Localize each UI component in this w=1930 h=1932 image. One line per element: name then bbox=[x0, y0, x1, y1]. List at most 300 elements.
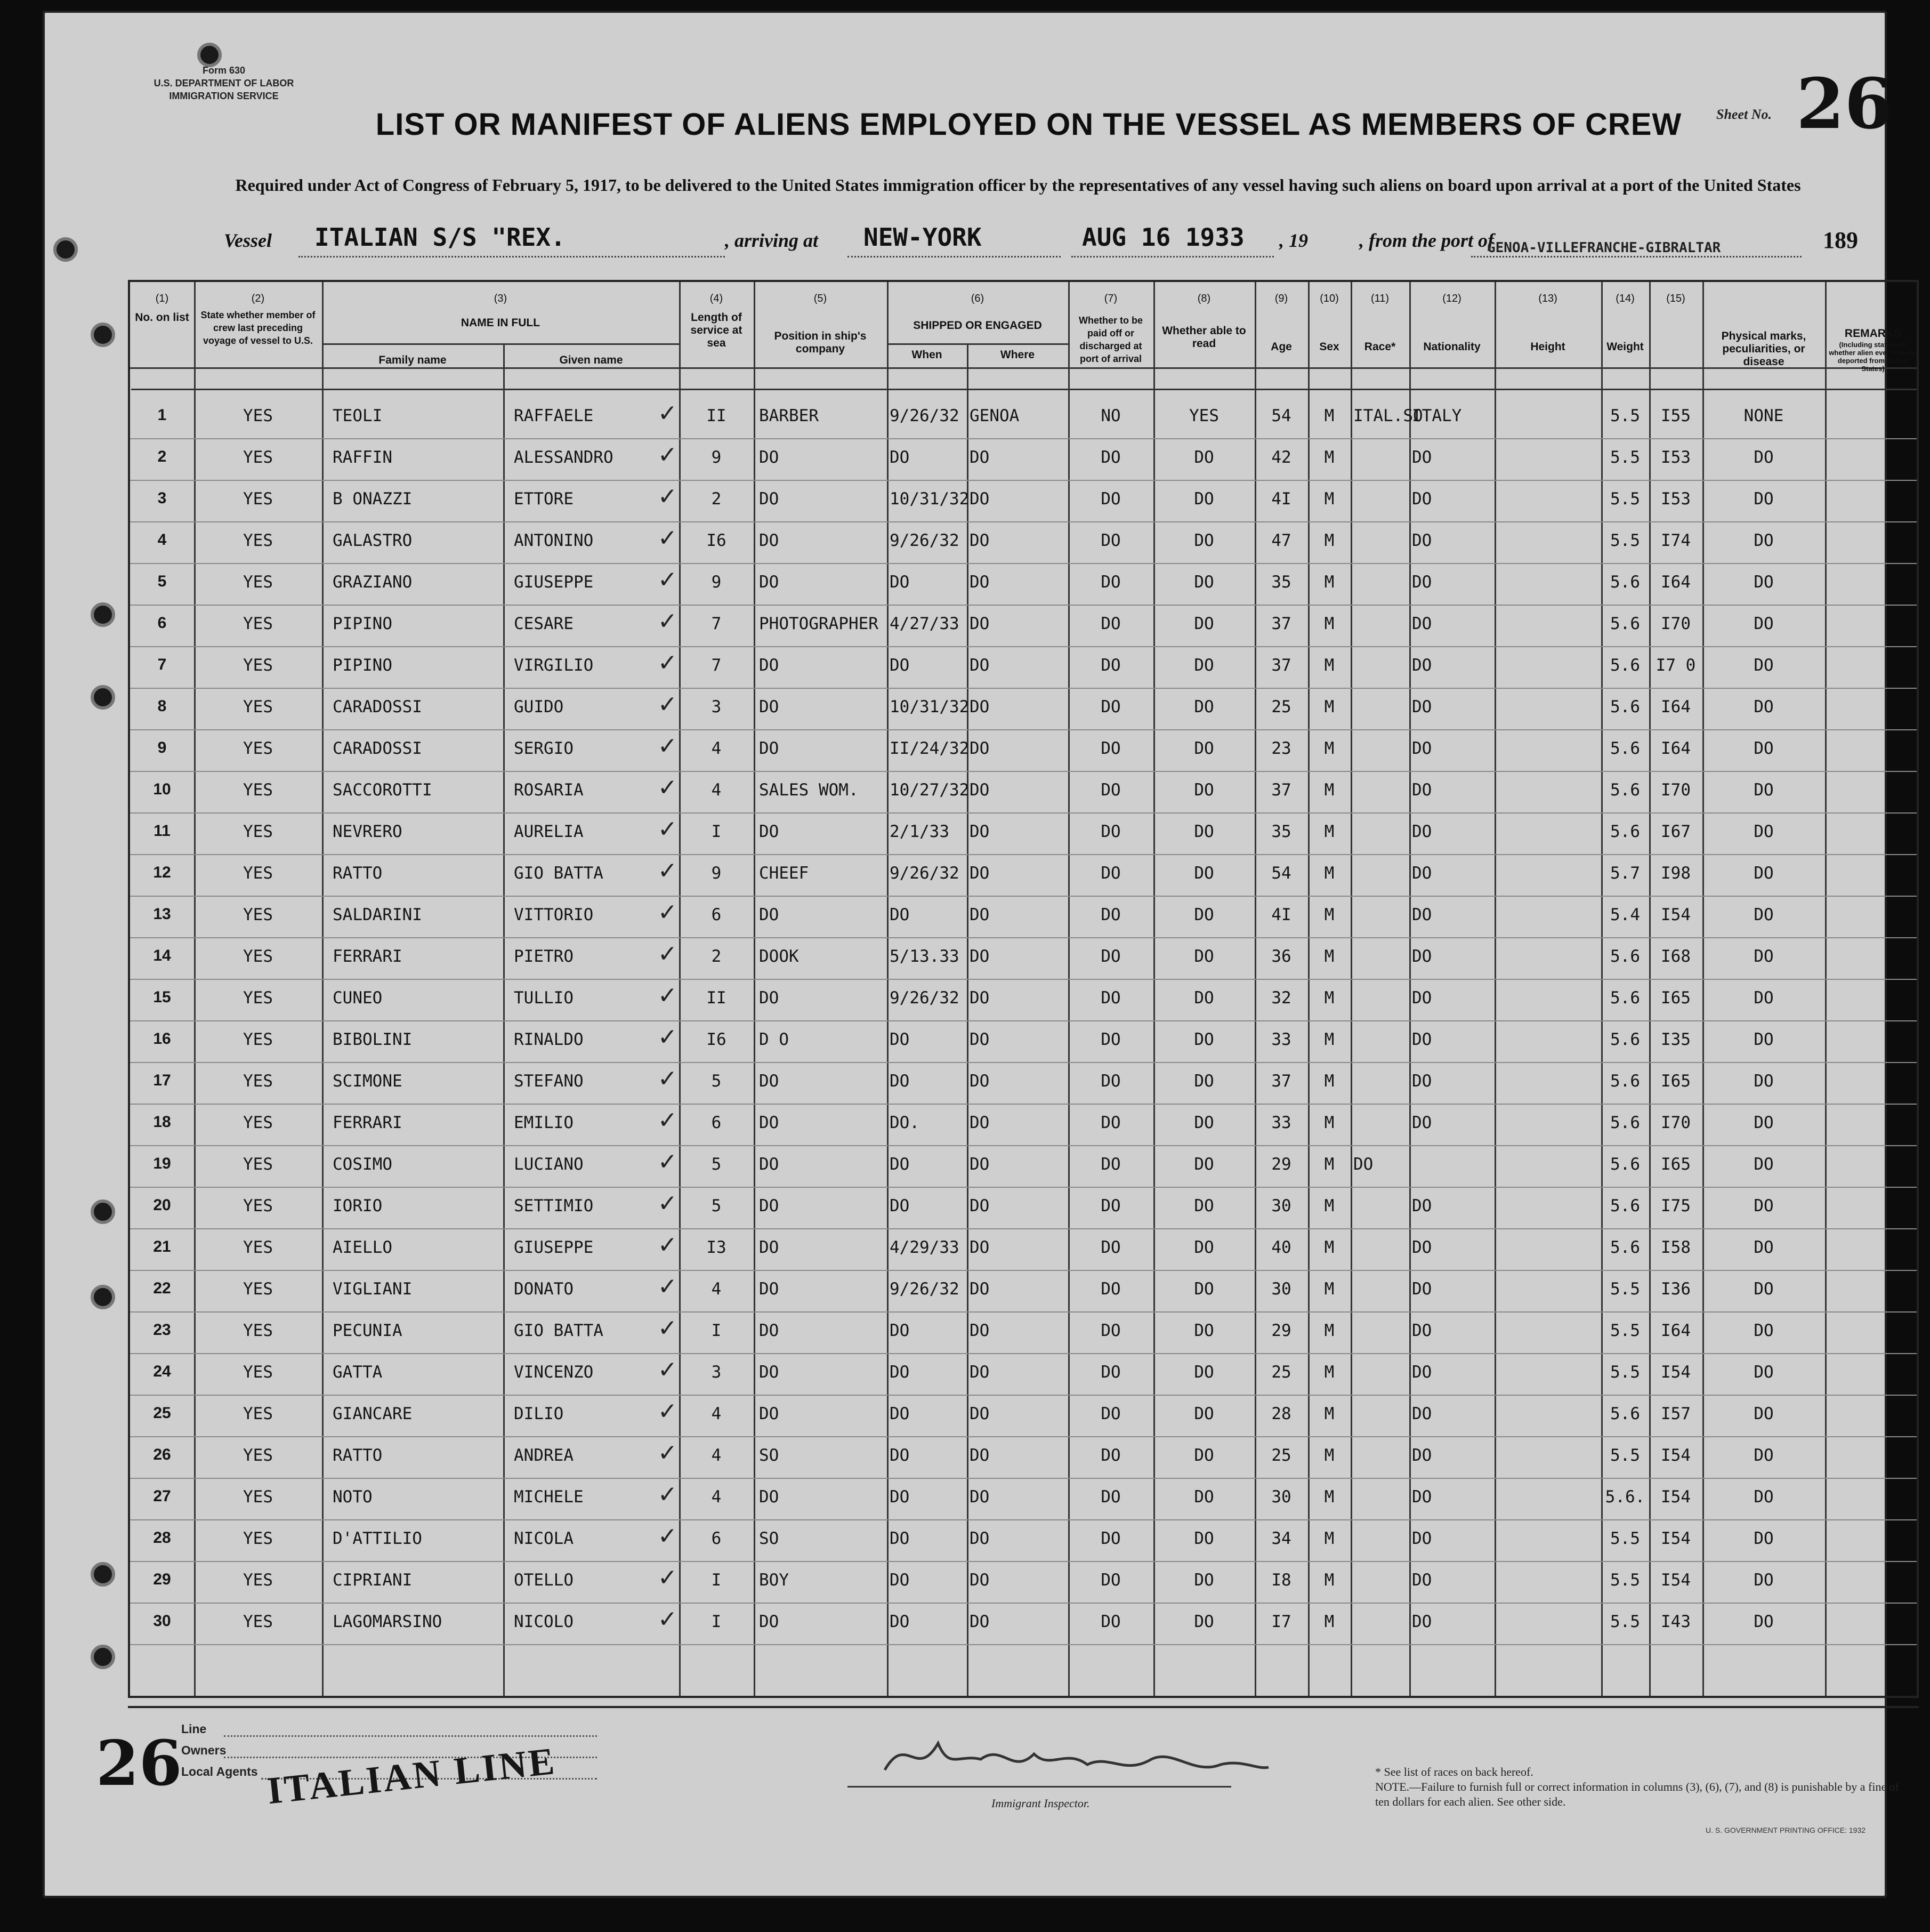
cell-read: DO bbox=[1194, 1155, 1214, 1174]
table-row bbox=[130, 729, 1917, 771]
cell-marks: DO bbox=[1754, 1113, 1774, 1132]
cell-age: 40 bbox=[1271, 1238, 1291, 1257]
cell-weight: I54 bbox=[1661, 1487, 1691, 1507]
cell-n: 12 bbox=[153, 864, 171, 881]
cell-nat: DO bbox=[1412, 1487, 1432, 1507]
cell-paid: DO bbox=[1101, 614, 1121, 633]
cell-where: DO bbox=[970, 780, 990, 800]
cell-nat: DO bbox=[1412, 739, 1432, 758]
cell-n: 15 bbox=[153, 988, 171, 1006]
cell-when: DO bbox=[890, 1446, 910, 1465]
cell-age: 54 bbox=[1271, 864, 1291, 883]
cell-service: 5 bbox=[711, 1155, 722, 1174]
cell-n: 25 bbox=[153, 1404, 171, 1422]
cell-family: BIBOLINI bbox=[333, 1030, 413, 1049]
table-row bbox=[130, 1187, 1917, 1228]
cell-marks: DO bbox=[1754, 1487, 1774, 1507]
cell-when: 2/1/33 bbox=[890, 822, 949, 841]
cell-height: 5.6 bbox=[1610, 822, 1640, 841]
cell-paid: DO bbox=[1101, 697, 1121, 717]
penalty-note: NOTE.—Failure to furnish full or correct information in columns (3), (6), (7), and (8) is punishable by a fine of ten dollars for each alien. See other side. bbox=[1375, 1780, 1900, 1808]
cell-given: LUCIANO bbox=[514, 1155, 584, 1174]
cell-position: DO bbox=[759, 531, 779, 550]
col-header-name: NAME IN FULL bbox=[461, 317, 540, 329]
cell-service: 6 bbox=[711, 905, 722, 924]
cell-weight: I75 bbox=[1661, 1196, 1691, 1215]
cell-where: DO bbox=[970, 947, 990, 966]
cell-height: 5.6 bbox=[1610, 656, 1640, 675]
cell-age: 25 bbox=[1271, 697, 1291, 717]
col-header-when: When bbox=[911, 349, 942, 361]
cell-where: DO bbox=[970, 1612, 990, 1631]
table-row bbox=[130, 1436, 1917, 1478]
cell-n: 24 bbox=[153, 1363, 171, 1380]
cell-age: 42 bbox=[1271, 448, 1291, 467]
vessel-line bbox=[139, 224, 1887, 267]
cell-family: GALASTRO bbox=[333, 531, 413, 550]
cell-prev: YES bbox=[243, 780, 273, 800]
race-note: * See list of races on back hereof. bbox=[1375, 1765, 1533, 1778]
cell-family: PIPINO bbox=[333, 656, 392, 675]
cell-marks: DO bbox=[1754, 1612, 1774, 1631]
cell-sex: M bbox=[1324, 1612, 1335, 1631]
cell-when: DO bbox=[890, 1571, 910, 1590]
cell-nat: DO bbox=[1412, 656, 1432, 675]
cell-paid: DO bbox=[1101, 947, 1121, 966]
cell-position: DO bbox=[759, 1612, 779, 1631]
from-label: , from the port of bbox=[1359, 230, 1495, 251]
cell-prev: YES bbox=[243, 489, 273, 509]
cell-age: 33 bbox=[1271, 1113, 1291, 1132]
cell-position: SALES WOM. bbox=[759, 780, 859, 800]
cell-given: ANDREA bbox=[514, 1446, 574, 1465]
check-mark-icon: ✓ bbox=[658, 899, 677, 926]
cell-read: DO bbox=[1194, 822, 1214, 841]
cell-age: 25 bbox=[1271, 1363, 1291, 1382]
cell-nat: DO bbox=[1412, 988, 1432, 1008]
cell-prev: YES bbox=[243, 614, 273, 633]
cell-nat: DO bbox=[1412, 864, 1432, 883]
cell-prev: YES bbox=[243, 1113, 273, 1132]
footer-sheet-number: 26 bbox=[96, 1727, 182, 1800]
cell-marks: DO bbox=[1754, 1155, 1774, 1174]
cell-paid: DO bbox=[1101, 656, 1121, 675]
cell-sex: M bbox=[1324, 697, 1335, 717]
cell-position: BARBER bbox=[759, 406, 819, 425]
check-mark-icon: ✓ bbox=[658, 1315, 677, 1342]
cell-height: 5.6 bbox=[1610, 947, 1640, 966]
cell-nat: DO bbox=[1412, 1529, 1432, 1548]
cell-given: GIO BATTA bbox=[514, 1321, 603, 1340]
cell-when: DO bbox=[890, 1030, 910, 1049]
cell-paid: DO bbox=[1101, 864, 1121, 883]
cell-position: DO bbox=[759, 1196, 779, 1215]
cell-when: DO bbox=[890, 1404, 910, 1423]
cell-paid: DO bbox=[1101, 739, 1121, 758]
cell-marks: DO bbox=[1754, 1446, 1774, 1465]
punch-hole bbox=[91, 685, 115, 710]
footer-note bbox=[1375, 1765, 1908, 1809]
agents-label: Local Agents bbox=[181, 1765, 258, 1778]
cell-marks: DO bbox=[1754, 448, 1774, 467]
cell-sex: M bbox=[1324, 1321, 1335, 1340]
cell-prev: YES bbox=[243, 1446, 273, 1465]
cell-age: 4I bbox=[1271, 489, 1291, 509]
check-mark-icon: ✓ bbox=[658, 1606, 677, 1633]
cell-age: 47 bbox=[1271, 531, 1291, 550]
cell-marks: DO bbox=[1754, 1072, 1774, 1091]
cell-position: SO bbox=[759, 1446, 779, 1465]
cell-prev: YES bbox=[243, 1487, 273, 1507]
cell-family: PIPINO bbox=[333, 614, 392, 633]
manifest-footer bbox=[96, 1706, 1919, 1882]
cell-where: DO bbox=[970, 1238, 990, 1257]
subheader-divider bbox=[322, 343, 679, 345]
manifest-sheet bbox=[43, 11, 1917, 1898]
col-no: (3) bbox=[494, 293, 507, 304]
cell-nat: DO bbox=[1412, 1196, 1432, 1215]
cell-given: GIO BATTA bbox=[514, 864, 603, 883]
col-no: (11) bbox=[1370, 293, 1390, 304]
cell-sex: M bbox=[1324, 1279, 1335, 1299]
check-mark-icon: ✓ bbox=[658, 1148, 677, 1176]
table-row bbox=[130, 812, 1917, 854]
cell-marks: DO bbox=[1754, 489, 1774, 509]
cell-weight: I74 bbox=[1661, 531, 1691, 550]
cell-age: 32 bbox=[1271, 988, 1291, 1008]
cell-weight: I98 bbox=[1661, 864, 1691, 883]
cell-read: DO bbox=[1194, 1196, 1214, 1215]
cell-sex: M bbox=[1324, 448, 1335, 467]
cell-sex: M bbox=[1324, 1072, 1335, 1091]
cell-position: DO bbox=[759, 1404, 779, 1423]
cell-sex: M bbox=[1324, 614, 1335, 633]
cell-nat: DO bbox=[1412, 780, 1432, 800]
cell-where: DO bbox=[970, 1030, 990, 1049]
cell-given: STEFANO bbox=[514, 1072, 584, 1091]
cell-service: 4 bbox=[711, 1446, 722, 1465]
cell-service: 7 bbox=[711, 656, 722, 675]
cell-race: DO bbox=[1353, 1155, 1374, 1174]
cell-weight: I64 bbox=[1661, 739, 1691, 758]
cell-weight: I70 bbox=[1661, 1113, 1691, 1132]
from-port-value: GENOA-VILLEFRANCHE-GIBRALTAR bbox=[1487, 240, 1721, 256]
cell-position: DO bbox=[759, 448, 779, 467]
cell-nat: DO bbox=[1412, 1030, 1432, 1049]
cell-weight: I43 bbox=[1661, 1612, 1691, 1631]
cell-family: GIANCARE bbox=[333, 1404, 413, 1423]
check-mark-icon: ✓ bbox=[658, 1231, 677, 1259]
check-mark-icon: ✓ bbox=[658, 940, 677, 968]
cell-nat: DO bbox=[1412, 531, 1432, 550]
cell-nat: DO bbox=[1412, 573, 1432, 592]
cell-service: 5 bbox=[711, 1196, 722, 1215]
cell-paid: DO bbox=[1101, 1155, 1121, 1174]
cell-family: CUNEO bbox=[333, 988, 383, 1008]
cell-prev: YES bbox=[243, 448, 273, 467]
service-name: IMMIGRATION SERVICE bbox=[169, 91, 279, 101]
cell-where: DO bbox=[970, 905, 990, 924]
cell-age: I8 bbox=[1271, 1571, 1291, 1590]
cell-position: DO bbox=[759, 1155, 779, 1174]
cell-family: PECUNIA bbox=[333, 1321, 402, 1340]
cell-where: DO bbox=[970, 1279, 990, 1299]
cell-when: DO bbox=[890, 1363, 910, 1382]
check-mark-icon: ✓ bbox=[658, 649, 677, 677]
cell-service: I bbox=[711, 1612, 722, 1631]
check-mark-icon: ✓ bbox=[658, 982, 677, 1009]
cell-nat: DO bbox=[1412, 1072, 1432, 1091]
table-row bbox=[130, 438, 1917, 480]
cell-sex: M bbox=[1324, 531, 1335, 550]
form-identifier bbox=[123, 64, 325, 102]
cell-weight: I65 bbox=[1661, 1155, 1691, 1174]
cell-n: 22 bbox=[153, 1279, 171, 1297]
cell-position: DO bbox=[759, 1238, 779, 1257]
cell-n: 17 bbox=[153, 1072, 171, 1089]
col-no: (13) bbox=[1538, 293, 1557, 304]
col-no: (14) bbox=[1616, 293, 1635, 304]
table-row bbox=[130, 646, 1917, 688]
cell-family: NOTO bbox=[333, 1487, 373, 1507]
cell-sex: M bbox=[1324, 1155, 1335, 1174]
cell-paid: DO bbox=[1101, 448, 1121, 467]
cell-sex: M bbox=[1324, 1487, 1335, 1507]
table-row bbox=[130, 1603, 1917, 1644]
cell-given: NICOLA bbox=[514, 1529, 574, 1548]
cell-paid: DO bbox=[1101, 1529, 1121, 1548]
cell-prev: YES bbox=[243, 947, 273, 966]
check-mark-icon: ✓ bbox=[658, 1481, 677, 1508]
table-row bbox=[130, 605, 1917, 646]
table-row bbox=[130, 1395, 1917, 1436]
cell-family: SCIMONE bbox=[333, 1072, 402, 1091]
cell-given: SETTIMIO bbox=[514, 1196, 594, 1215]
cell-prev: YES bbox=[243, 656, 273, 675]
cell-sex: M bbox=[1324, 905, 1335, 924]
cell-height: 5.6 bbox=[1610, 573, 1640, 592]
check-mark-icon: ✓ bbox=[658, 1065, 677, 1092]
cell-position: DO bbox=[759, 656, 779, 675]
cell-nat: DO bbox=[1412, 614, 1432, 633]
cell-age: 37 bbox=[1271, 656, 1291, 675]
cell-paid: DO bbox=[1101, 905, 1121, 924]
check-mark-icon: ✓ bbox=[658, 732, 677, 760]
department-name: U.S. DEPARTMENT OF LABOR bbox=[154, 78, 294, 88]
cell-sex: M bbox=[1324, 1113, 1335, 1132]
cell-sex: M bbox=[1324, 489, 1335, 509]
cell-weight: I54 bbox=[1661, 905, 1691, 924]
cell-family: SALDARINI bbox=[333, 905, 422, 924]
arrival-date-stamp: AUG 16 1933 bbox=[1082, 223, 1245, 252]
table-row bbox=[130, 979, 1917, 1020]
cell-when: 10/31/32 bbox=[890, 697, 970, 717]
cell-nat: DO bbox=[1412, 822, 1432, 841]
cell-read: DO bbox=[1194, 1529, 1214, 1548]
cell-paid: DO bbox=[1101, 822, 1121, 841]
cell-read: DO bbox=[1194, 1571, 1214, 1590]
printer-credit: U. S. GOVERNMENT PRINTING OFFICE: 1932 bbox=[1706, 1826, 1866, 1834]
cell-age: 23 bbox=[1271, 739, 1291, 758]
cell-read: DO bbox=[1194, 1404, 1214, 1423]
cell-n: 8 bbox=[157, 697, 167, 715]
cell-read: DO bbox=[1194, 1487, 1214, 1507]
col-header-sex: Sex bbox=[1319, 341, 1339, 353]
table-row bbox=[130, 521, 1917, 563]
cell-when: DO bbox=[890, 905, 910, 924]
cell-weight: I54 bbox=[1661, 1363, 1691, 1382]
crew-table bbox=[128, 280, 1919, 1698]
cell-prev: YES bbox=[243, 697, 273, 717]
cell-position: DO bbox=[759, 1487, 779, 1507]
cell-where: DO bbox=[970, 1196, 990, 1215]
cell-sex: M bbox=[1324, 1404, 1335, 1423]
cell-family: RATTO bbox=[333, 1446, 383, 1465]
cell-n: 6 bbox=[157, 614, 167, 632]
cell-given: VIRGILIO bbox=[514, 656, 594, 675]
cell-when: 9/26/32 bbox=[890, 988, 959, 1008]
cell-n: 21 bbox=[153, 1238, 171, 1255]
cell-given: ROSARIA bbox=[514, 780, 584, 800]
cell-marks: DO bbox=[1754, 822, 1774, 841]
cell-where: DO bbox=[970, 1446, 990, 1465]
cell-prev: YES bbox=[243, 1404, 273, 1423]
cell-sex: M bbox=[1324, 1196, 1335, 1215]
form-number: Form 630 bbox=[202, 65, 246, 76]
cell-given: TULLIO bbox=[514, 988, 574, 1008]
cell-where: DO bbox=[970, 614, 990, 633]
year-label: , 19 bbox=[1279, 230, 1308, 251]
cell-when: 4/29/33 bbox=[890, 1238, 959, 1257]
cell-weight: I55 bbox=[1661, 406, 1691, 425]
check-mark-icon: ✓ bbox=[658, 1024, 677, 1051]
cell-paid: DO bbox=[1101, 1612, 1121, 1631]
cell-service: 4 bbox=[711, 739, 722, 758]
cell-prev: YES bbox=[243, 864, 273, 883]
cell-height: 5.6 bbox=[1610, 1072, 1640, 1091]
col-no: (1) bbox=[155, 293, 169, 304]
cell-service: 5 bbox=[711, 1072, 722, 1091]
underline bbox=[1071, 256, 1274, 257]
cell-where: DO bbox=[970, 1363, 990, 1382]
cell-height: 5.6 bbox=[1610, 1404, 1640, 1423]
cell-sex: M bbox=[1324, 573, 1335, 592]
check-mark-icon: ✓ bbox=[658, 566, 677, 593]
cell-age: 30 bbox=[1271, 1196, 1291, 1215]
cell-age: 30 bbox=[1271, 1279, 1291, 1299]
check-mark-icon: ✓ bbox=[658, 1356, 677, 1383]
cell-where: GENOA bbox=[970, 406, 1020, 425]
cell-when: DO bbox=[890, 1529, 910, 1548]
cell-n: 20 bbox=[153, 1196, 171, 1214]
cell-when: II/24/32 bbox=[890, 739, 970, 758]
col-header-shipped: SHIPPED OR ENGAGED bbox=[913, 319, 1042, 332]
cell-given: NICOLO bbox=[514, 1612, 574, 1631]
cell-family: RAFFIN bbox=[333, 448, 392, 467]
col-header-position: Position in ship's company bbox=[774, 330, 867, 355]
cell-read: DO bbox=[1194, 780, 1214, 800]
cell-height: 5.6 bbox=[1610, 1155, 1640, 1174]
cell-sex: M bbox=[1324, 739, 1335, 758]
cell-when: 9/26/32 bbox=[890, 531, 959, 550]
vessel-value: ITALIAN S/S "REX. bbox=[314, 223, 566, 252]
cell-marks: DO bbox=[1754, 1404, 1774, 1423]
cell-where: DO bbox=[970, 988, 990, 1008]
cell-age: 36 bbox=[1271, 947, 1291, 966]
table-row bbox=[130, 1353, 1917, 1395]
cell-weight: I57 bbox=[1661, 1404, 1691, 1423]
cell-given: ALESSANDRO bbox=[514, 448, 613, 467]
cell-position: DO bbox=[759, 1321, 779, 1340]
cell-read: DO bbox=[1194, 1321, 1214, 1340]
cell-marks: DO bbox=[1754, 1529, 1774, 1548]
cell-age: 4I bbox=[1271, 905, 1291, 924]
cell-prev: YES bbox=[243, 739, 273, 758]
cell-prev: YES bbox=[243, 1072, 273, 1091]
table-row bbox=[130, 1561, 1917, 1603]
cell-paid: DO bbox=[1101, 1446, 1121, 1465]
cell-height: 5.5 bbox=[1610, 531, 1640, 550]
cell-when: 9/26/32 bbox=[890, 1279, 959, 1299]
col-header-weight: Weight bbox=[1606, 341, 1644, 353]
cell-prev: YES bbox=[243, 1155, 273, 1174]
cell-where: DO bbox=[970, 489, 990, 509]
punch-hole bbox=[91, 1285, 115, 1309]
table-row bbox=[130, 937, 1917, 979]
cell-family: COSIMO bbox=[333, 1155, 392, 1174]
cell-height: 5.6. bbox=[1605, 1487, 1645, 1507]
cell-where: DO bbox=[970, 1487, 990, 1507]
cell-where: DO bbox=[970, 822, 990, 841]
cell-paid: DO bbox=[1101, 1571, 1121, 1590]
cell-paid: DO bbox=[1101, 1404, 1121, 1423]
cell-paid: DO bbox=[1101, 780, 1121, 800]
cell-given: VITTORIO bbox=[514, 905, 594, 924]
cell-given: SERGIO bbox=[514, 739, 574, 758]
cell-position: DO bbox=[759, 1113, 779, 1132]
cell-age: 33 bbox=[1271, 1030, 1291, 1049]
line-label: Line bbox=[181, 1722, 207, 1736]
col-header-service: Length of service at sea bbox=[690, 311, 742, 349]
cell-position: DO bbox=[759, 1363, 779, 1382]
col-no: (12) bbox=[1442, 293, 1461, 304]
table-row bbox=[130, 688, 1917, 729]
cell-marks: DO bbox=[1754, 614, 1774, 633]
table-row bbox=[130, 1478, 1917, 1519]
cell-n: 13 bbox=[153, 905, 171, 923]
punch-hole bbox=[91, 1645, 115, 1669]
cell-marks: DO bbox=[1754, 947, 1774, 966]
cell-marks: DO bbox=[1754, 1238, 1774, 1257]
cell-weight: I64 bbox=[1661, 1321, 1691, 1340]
cell-age: 35 bbox=[1271, 822, 1291, 841]
cell-where: DO bbox=[970, 1113, 990, 1132]
cell-service: I bbox=[711, 1571, 722, 1590]
cell-given: GIUSEPPE bbox=[514, 573, 594, 592]
cell-prev: YES bbox=[243, 1363, 273, 1382]
col-no: (6) bbox=[971, 293, 984, 304]
cell-age: 37 bbox=[1271, 1072, 1291, 1091]
col-header-given-name: Given name bbox=[559, 354, 623, 366]
owners-label: Owners bbox=[181, 1743, 227, 1757]
cell-nat: DO bbox=[1412, 448, 1432, 467]
cell-sex: M bbox=[1324, 1529, 1335, 1548]
check-mark-icon: ✓ bbox=[658, 525, 677, 552]
cell-height: 5.5 bbox=[1610, 1363, 1640, 1382]
cell-position: DO bbox=[759, 988, 779, 1008]
cell-position: CHEEF bbox=[759, 864, 809, 883]
cell-given: GIUSEPPE bbox=[514, 1238, 594, 1257]
